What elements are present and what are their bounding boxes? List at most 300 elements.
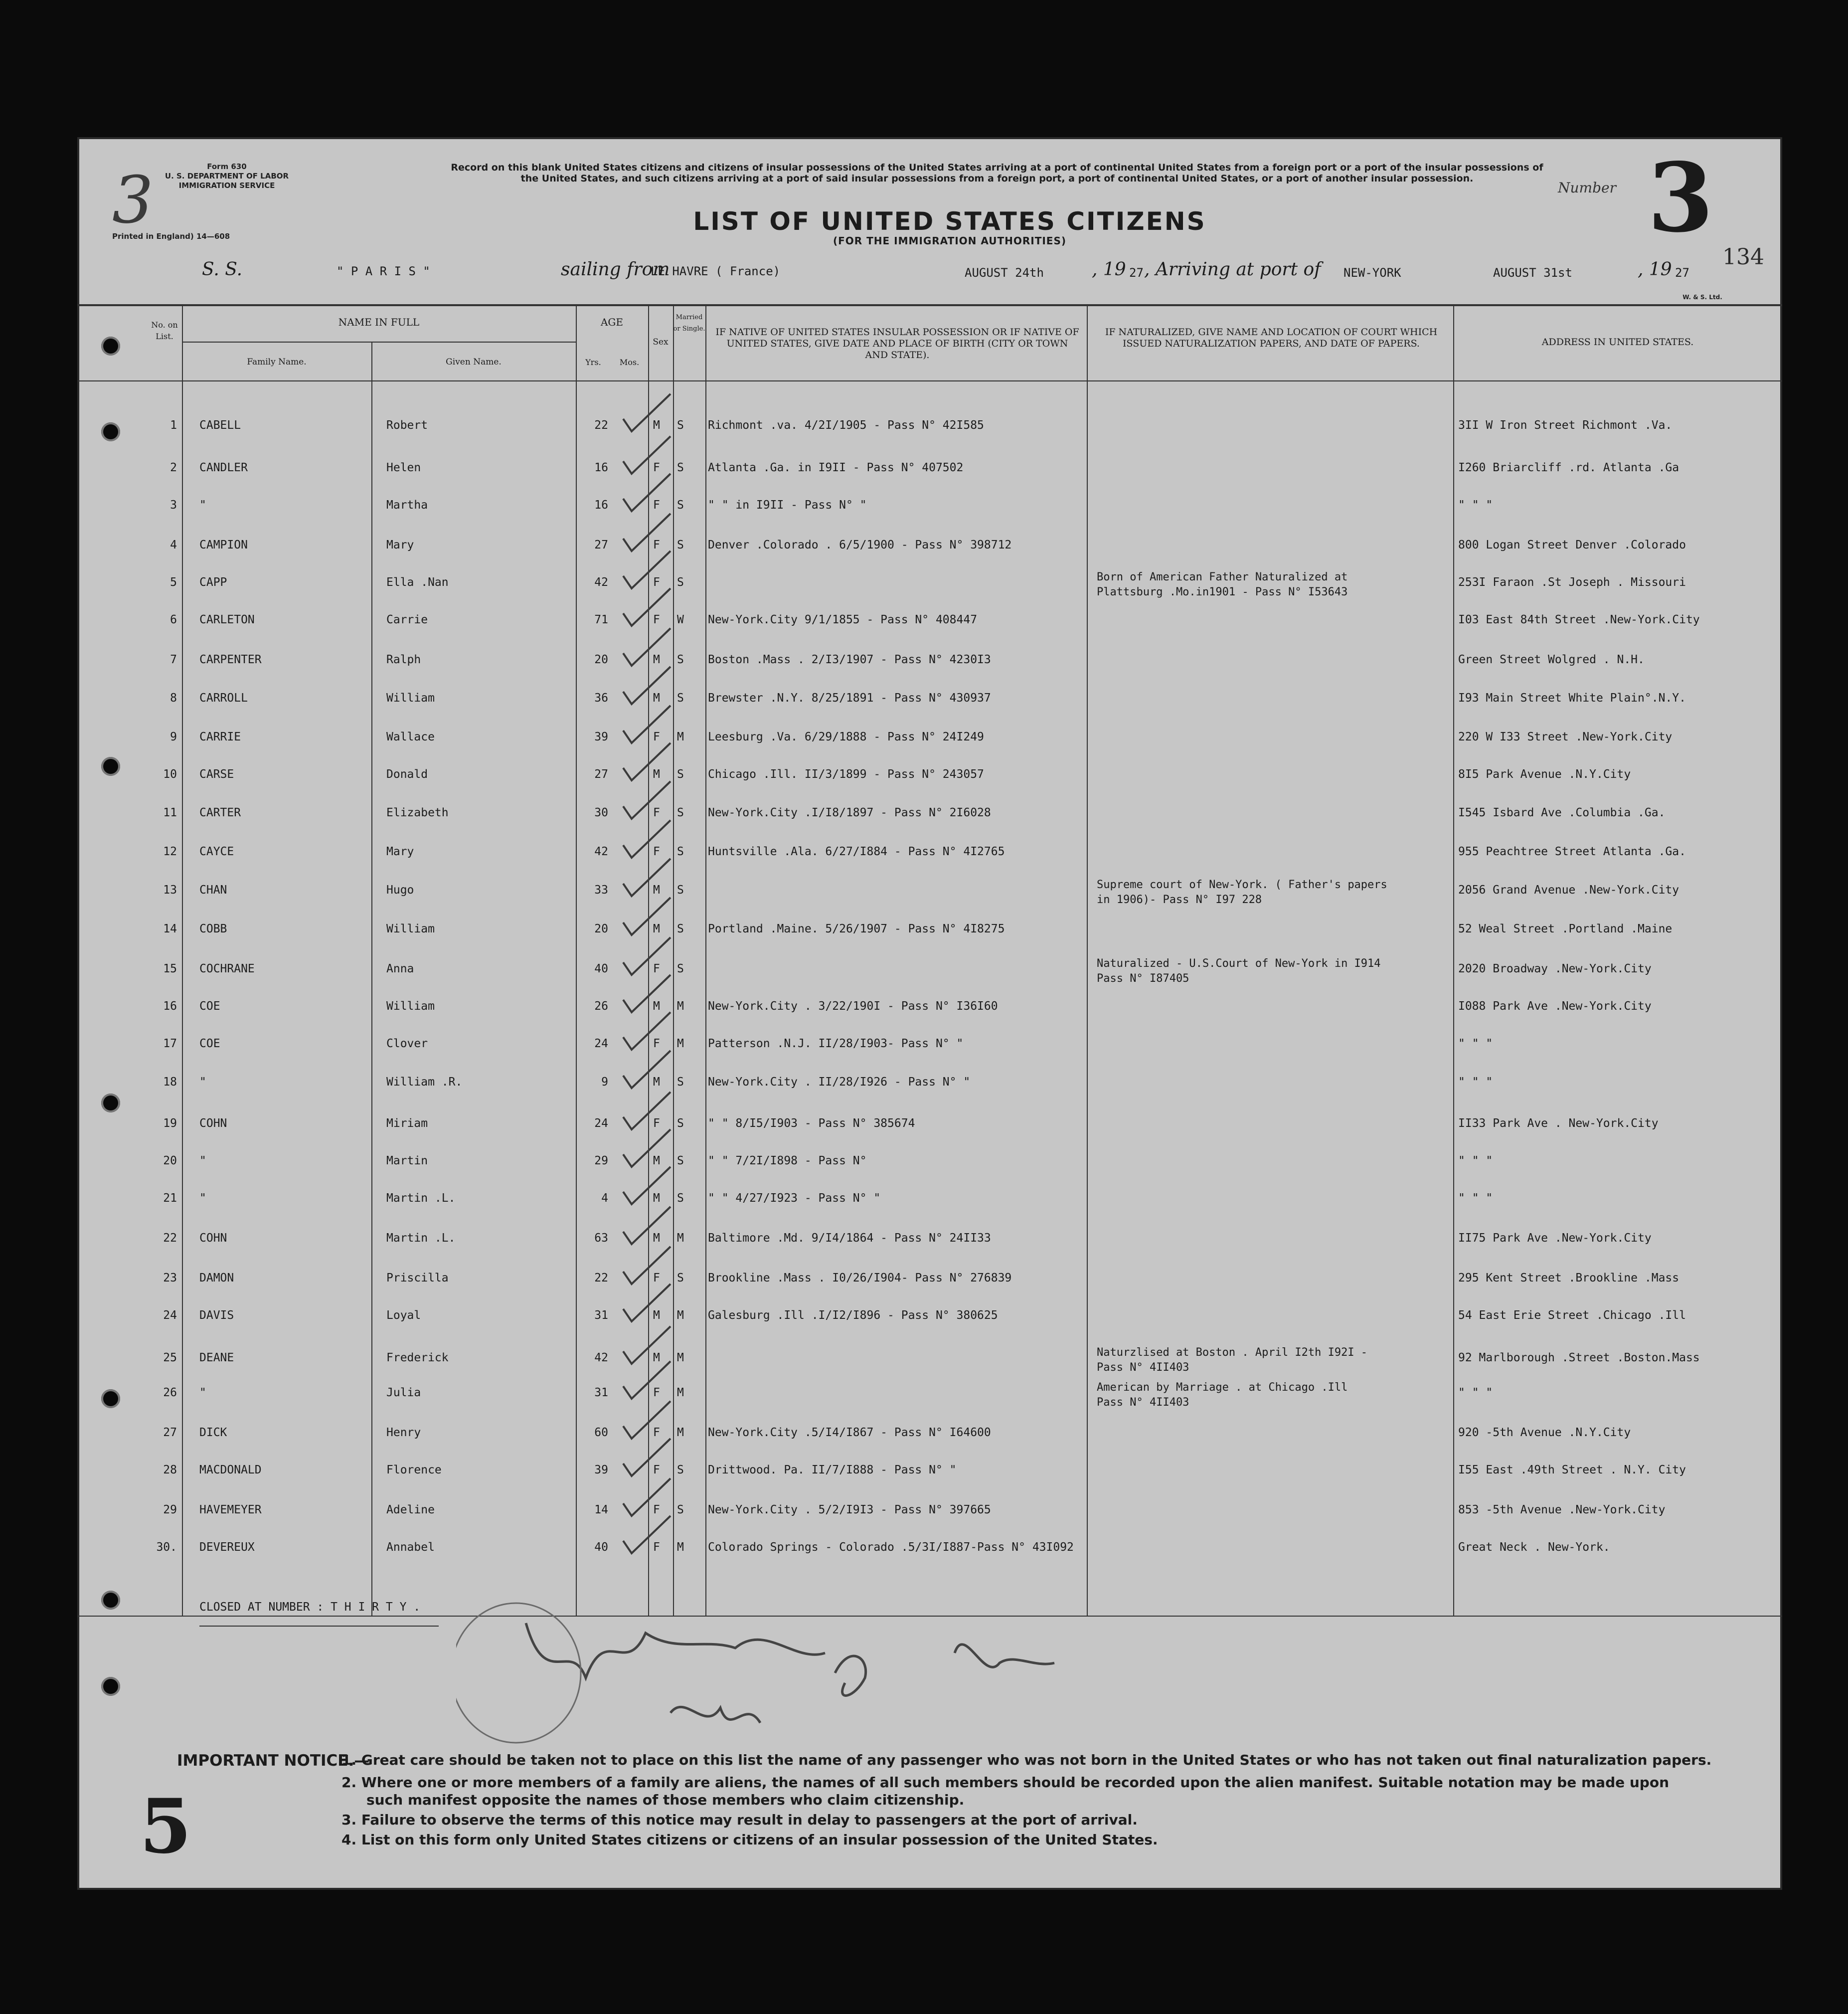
row-married-single: S [677, 692, 684, 705]
row-sex: M [653, 653, 660, 666]
row-number: 15 [163, 962, 177, 975]
row-sex: M [653, 1076, 660, 1089]
row-family-name: CAYCE [199, 845, 234, 858]
row-family-name: COHN [199, 1117, 227, 1130]
form-number: Form 630 [207, 162, 247, 171]
row-number: 20 [163, 1154, 177, 1167]
row-address: " " " [1458, 1192, 1493, 1205]
row-given-name: Martin [386, 1154, 428, 1167]
row-age: 42 [594, 845, 608, 858]
row-number: 14 [163, 922, 177, 935]
ship-name: " P A R I S " [336, 264, 430, 278]
row-family-name: CHAN [199, 884, 227, 897]
row-birth-info: New-York.City .5/I4/I867 - Pass N° I64600 [708, 1426, 991, 1439]
col-divider [576, 304, 577, 1616]
row-birth-info: New-York.City .I/I8/1897 - Pass N° 2I6028 [708, 806, 991, 819]
row-given-name: Annabel [386, 1541, 435, 1554]
row-birth-info: Patterson .N.J. II/28/I903- Pass N° " [708, 1037, 964, 1050]
row-age: 27 [594, 768, 608, 781]
bottom-stamp-mark: 5 [140, 1783, 192, 1870]
row-number: 10 [163, 768, 177, 781]
form-department: U. S. DEPARTMENT OF LABOR [165, 172, 289, 181]
row-given-name: Anna [386, 962, 414, 975]
form-printed: Printed in England) 14—608 [112, 232, 230, 241]
row-age: 22 [594, 1272, 608, 1284]
row-age: 24 [594, 1037, 608, 1050]
col-divider [371, 342, 372, 1616]
row-sex: M [653, 922, 660, 935]
punch-hole [101, 1591, 120, 1610]
row-sex: M [653, 692, 660, 705]
row-married-single: S [677, 962, 684, 975]
row-age: 20 [594, 653, 608, 666]
row-family-name: CARPENTER [199, 653, 262, 666]
row-sex: M [653, 419, 660, 432]
row-address: " " " [1458, 1386, 1493, 1399]
row-birth-info: Portland .Maine. 5/26/1907 - Pass N° 4I8275 [708, 922, 1005, 935]
row-age: 30 [594, 806, 608, 819]
col-divider [182, 304, 183, 1616]
row-check-mark [621, 471, 675, 516]
row-birth-info: " " 4/27/I923 - Pass N° " [708, 1192, 881, 1205]
row-age: 27 [594, 539, 608, 551]
row-check-mark [621, 1282, 675, 1326]
row-sex: F [653, 539, 660, 551]
row-age: 42 [594, 1351, 608, 1364]
row-sex: M [653, 1192, 660, 1205]
row-birth-info: Denver .Colorado . 6/5/1900 - Pass N° 398712 [708, 539, 1012, 551]
row-number: 16 [163, 1000, 177, 1013]
row-sex: F [653, 1386, 660, 1399]
row-number: 23 [163, 1272, 177, 1284]
row-sex: M [653, 1351, 660, 1364]
official-signature [456, 1593, 1254, 1758]
row-check-mark [621, 664, 675, 709]
row-address: 3II W Iron Street Richmont .Va. [1458, 419, 1673, 432]
row-family-name: CANDLER [199, 461, 248, 474]
row-married-single: S [677, 576, 684, 589]
row-sex: F [653, 845, 660, 858]
arriving-label: , Arriving at port of [1144, 259, 1321, 280]
row-family-name: CARRIE [199, 731, 241, 743]
row-given-name: Helen [386, 461, 421, 474]
row-age: 4 [601, 1192, 608, 1205]
header-mos: Mos. [619, 358, 640, 367]
row-married-single: M [677, 1541, 684, 1554]
number-label: Number [1558, 180, 1616, 196]
row-address: " " " [1458, 499, 1493, 512]
row-age: 33 [594, 884, 608, 897]
row-family-name: MACDONALD [199, 1464, 262, 1476]
row-family-name: " [199, 1386, 206, 1399]
row-number: 24 [163, 1309, 177, 1322]
row-number: 3 [170, 499, 177, 512]
row-given-name: Adeline [386, 1503, 435, 1516]
row-given-name: Wallace [386, 731, 435, 743]
row-given-name: Carrie [386, 613, 428, 626]
header-married: Married or Single. [673, 314, 705, 333]
row-check-mark [621, 856, 675, 901]
row-given-name: Robert [386, 419, 428, 432]
notice-item-2b: such manifest opposite the names of those members who claim citizenship. [366, 1792, 965, 1808]
page-number: 134 [1722, 244, 1764, 270]
row-birth-info: Drittwood. Pa. II/7/I888 - Pass N° " [708, 1464, 957, 1476]
row-address: II33 Park Ave . New-York.City [1458, 1117, 1659, 1130]
row-address: " " " [1458, 1037, 1493, 1050]
row-sex: F [653, 499, 660, 512]
row-sex: F [653, 461, 660, 474]
sail-year: 27 [1129, 266, 1144, 280]
col-divider [1087, 304, 1088, 1616]
row-birth-info: Boston .Mass . 2/I3/1907 - Pass N° 4230I3 [708, 653, 991, 666]
sailing-label: sailing from [561, 259, 670, 280]
row-address: I545 Isbard Ave .Columbia .Ga. [1458, 806, 1666, 819]
col-divider [705, 304, 706, 1616]
row-family-name: " [199, 1154, 206, 1167]
row-given-name: William [386, 692, 435, 705]
row-age: 16 [594, 499, 608, 512]
row-naturalization: Naturzlised at Boston . April I2th I92I - [1097, 1346, 1368, 1359]
row-check-mark [621, 391, 675, 436]
header-name-in-full: NAME IN FULL [338, 316, 420, 328]
row-number: 13 [163, 884, 177, 897]
header-address: ADDRESS IN UNITED STATES. [1541, 337, 1694, 348]
row-check-mark [621, 779, 675, 824]
row-given-name: Miriam [386, 1117, 428, 1130]
row-birth-info: Huntsville .Ala. 6/27/I884 - Pass N° 4I2765 [708, 845, 1005, 858]
row-married-single: S [677, 1503, 684, 1516]
arrival-year-prefix: , 19 [1638, 259, 1672, 280]
row-married-single: M [677, 1309, 684, 1322]
row-married-single: M [677, 1232, 684, 1245]
row-birth-info: Chicago .Ill. II/3/1899 - Pass N° 243057 [708, 768, 984, 781]
row-birth-info: Galesburg .Ill .I/I2/I896 - Pass N° 380625 [708, 1309, 998, 1322]
header-no: No. on List. [151, 320, 178, 341]
row-family-name: CABELL [199, 419, 241, 432]
row-address: 54 East Erie Street .Chicago .Ill [1458, 1309, 1686, 1322]
row-birth-info: " " 7/2I/I898 - Pass N° [708, 1154, 867, 1167]
row-married-single: S [677, 1192, 684, 1205]
notice-item-1: 1. Great care should be taken not to place on this list the name of any passenger who was not born in the United States or who has not taken out final naturalization papers. [341, 1752, 1712, 1768]
row-married-single: S [677, 1117, 684, 1130]
row-sex: F [653, 1541, 660, 1554]
row-family-name: CARLETON [199, 613, 255, 626]
punch-hole [101, 422, 120, 441]
row-number: 28 [163, 1464, 177, 1476]
name-subheader-rule [182, 342, 576, 343]
row-sex: M [653, 884, 660, 897]
row-sex: M [653, 1000, 660, 1013]
row-number: 4 [170, 539, 177, 551]
row-family-name: DAMON [199, 1272, 234, 1284]
row-given-name: Mary [386, 539, 414, 551]
from-port: LE HAVRE ( France) [651, 264, 781, 278]
row-age: 36 [594, 692, 608, 705]
row-age: 9 [601, 1076, 608, 1089]
row-birth-info: New-York.City . 3/22/190I - Pass N° I36I60 [708, 1000, 998, 1013]
row-address: 955 Peachtree Street Atlanta .Ga. [1458, 845, 1686, 858]
row-married-single: M [677, 1386, 684, 1399]
row-naturalization-papers: Pass N° 4II403 [1097, 1361, 1189, 1374]
row-birth-info: Colorado Springs - Colorado .5/3I/I887-Pass N° 43I092 [708, 1541, 1074, 1554]
row-age: 26 [594, 1000, 608, 1013]
row-address: 92 Marlborough .Street .Boston.Mass [1458, 1351, 1700, 1364]
row-family-name: COE [199, 1000, 220, 1013]
row-married-single: S [677, 1076, 684, 1089]
row-given-name: William [386, 922, 435, 935]
page-subtitle: (FOR THE IMMIGRATION AUTHORITIES) [833, 235, 1066, 247]
header-naturalized: IF NATURALIZED, GIVE NAME AND LOCATION OF COURT WHICH ISSUED NATURALIZATION PAPERS, AND DATE OF PAPERS. [1105, 327, 1438, 349]
row-address: 2056 Grand Avenue .New-York.City [1458, 884, 1680, 897]
row-married-single: S [677, 419, 684, 432]
printer-mark: W. & S. Ltd. [1682, 294, 1722, 301]
row-address: I55 East .49th Street . N.Y. City [1458, 1464, 1686, 1476]
row-age: 42 [594, 576, 608, 589]
row-sex: F [653, 1426, 660, 1439]
row-address: 920 -5th Avenue .N.Y.City [1458, 1426, 1631, 1439]
row-married-single: S [677, 1272, 684, 1284]
row-age: 24 [594, 1117, 608, 1130]
header-age: AGE [600, 316, 624, 328]
row-given-name: Mary [386, 845, 414, 858]
row-birth-info: Baltimore .Md. 9/I4/1864 - Pass N° 24II33 [708, 1232, 991, 1245]
row-married-single: S [677, 653, 684, 666]
row-naturalization-papers: in 1906)- Pass N° I97 228 [1097, 894, 1262, 906]
row-sex: F [653, 1117, 660, 1130]
row-family-name: CARTER [199, 806, 241, 819]
row-number: 27 [163, 1426, 177, 1439]
arrival-date: AUGUST 31st [1493, 266, 1572, 280]
row-number: 7 [170, 653, 177, 666]
row-given-name: Clover [386, 1037, 428, 1050]
row-family-name: COE [199, 1037, 220, 1050]
punch-hole [101, 1094, 120, 1112]
row-birth-info: Brewster .N.Y. 8/25/1891 - Pass N° 430937 [708, 692, 991, 705]
row-married-single: W [677, 613, 684, 626]
row-age: 29 [594, 1154, 608, 1167]
row-sex: F [653, 962, 660, 975]
row-number: 18 [163, 1076, 177, 1089]
row-number: 12 [163, 845, 177, 858]
table-header-rule [77, 380, 1782, 381]
row-check-mark [621, 1436, 675, 1481]
row-naturalization: Born of American Father Naturalized at [1097, 571, 1348, 583]
notice-heading: IMPORTANT NOTICE.— [177, 1752, 370, 1770]
row-married-single: S [677, 884, 684, 897]
row-age: 40 [594, 962, 608, 975]
row-birth-info: Richmont .va. 4/2I/1905 - Pass N° 42I585 [708, 419, 984, 432]
notice-item-3: 3. Failure to observe the terms of this notice may result in delay to passengers at the port of arrival. [341, 1812, 1138, 1828]
row-married-single: S [677, 922, 684, 935]
row-family-name: COHN [199, 1232, 227, 1245]
row-address: I260 Briarcliff .rd. Atlanta .Ga [1458, 461, 1680, 474]
row-given-name: Florence [386, 1464, 442, 1476]
row-birth-info: New-York.City . 5/2/I9I3 - Pass N° 397665 [708, 1503, 991, 1516]
row-address: " " " [1458, 1076, 1493, 1089]
arrival-year: 27 [1675, 266, 1689, 280]
row-sex: M [653, 1232, 660, 1245]
row-address: 295 Kent Street .Brookline .Mass [1458, 1272, 1680, 1284]
row-family-name: CAPP [199, 576, 227, 589]
row-naturalization: Naturalized - U.S.Court of New-York in I914 [1097, 957, 1381, 970]
row-address: 253I Faraon .St Joseph . Missouri [1458, 576, 1686, 589]
row-number: 11 [163, 806, 177, 819]
row-sex: F [653, 1503, 660, 1516]
row-address: II75 Park Ave .New-York.City [1458, 1232, 1652, 1245]
row-married-single: S [677, 499, 684, 512]
row-sex: M [653, 768, 660, 781]
row-age: 63 [594, 1232, 608, 1245]
row-birth-info: Leesburg .Va. 6/29/1888 - Pass N° 24I249 [708, 731, 984, 743]
row-age: 14 [594, 1503, 608, 1516]
row-married-single: S [677, 461, 684, 474]
col-divider [1453, 304, 1454, 1616]
header-given: Given Name. [446, 357, 502, 367]
row-naturalization: Supreme court of New-York. ( Father's papers [1097, 879, 1387, 891]
closed-underline [199, 1626, 439, 1627]
row-sex: F [653, 1272, 660, 1284]
punch-hole [101, 757, 120, 776]
row-married-single: S [677, 768, 684, 781]
row-address: 2020 Broadway .New-York.City [1458, 962, 1652, 975]
row-naturalization: American by Marriage . at Chicago .Ill [1097, 1381, 1348, 1394]
row-age: 71 [594, 613, 608, 626]
row-given-name: Julia [386, 1386, 421, 1399]
record-instructions: Record on this blank United States citizens and citizens of insular possessions of the United States arriving at a port of continental United States from a foreign port or a port of the insular possessions of the United States, and such citizens arriving at a port of said insular possessions from a foreign port, a port of continental United States, or a port of another insular possession. [451, 162, 1543, 184]
manifest-sheet [77, 137, 1782, 1890]
row-family-name: DEVEREUX [199, 1541, 255, 1554]
row-naturalization-papers: Pass N° 4II403 [1097, 1396, 1189, 1409]
row-given-name: Priscilla [386, 1272, 449, 1284]
punch-hole [101, 1389, 120, 1408]
row-family-name: " [199, 1076, 206, 1089]
row-family-name: CARSE [199, 768, 234, 781]
row-check-mark [621, 1048, 675, 1093]
sail-year-prefix: , 19 [1092, 259, 1126, 280]
row-married-single: M [677, 1351, 684, 1364]
form-service: IMMIGRATION SERVICE [178, 181, 275, 190]
row-family-name: CARROLL [199, 692, 248, 705]
row-check-mark [621, 1513, 675, 1558]
row-address: 220 W I33 Street .New-York.City [1458, 731, 1673, 743]
row-number: 5 [170, 576, 177, 589]
row-sex: F [653, 1037, 660, 1050]
row-birth-info: " " 8/I5/I903 - Pass N° 385674 [708, 1117, 915, 1130]
row-given-name: Henry [386, 1426, 421, 1439]
arrival-port: NEW-YORK [1344, 266, 1401, 280]
row-birth-info: Brookline .Mass . I0/26/I904- Pass N° 276839 [708, 1272, 1012, 1284]
row-given-name: Martin .L. [386, 1232, 456, 1245]
row-address: I03 East 84th Street .New-York.City [1458, 613, 1700, 626]
row-married-single: S [677, 806, 684, 819]
row-number: 2 [170, 461, 177, 474]
row-birth-info: Atlanta .Ga. in I9II - Pass N° 407502 [708, 461, 964, 474]
form-block [152, 162, 302, 190]
corner-handwritten-mark: 3 [112, 162, 154, 238]
row-address: I088 Park Ave .New-York.City [1458, 1000, 1652, 1013]
row-sex: F [653, 806, 660, 819]
row-age: 16 [594, 461, 608, 474]
row-address: " " " [1458, 1154, 1493, 1167]
closed-at-number: CLOSED AT NUMBER : T H I R T Y . [199, 1601, 421, 1614]
row-number: 19 [163, 1117, 177, 1130]
number-value: 3 [1648, 142, 1714, 253]
row-age: 40 [594, 1541, 608, 1554]
row-sex: F [653, 576, 660, 589]
row-address: 8I5 Park Avenue .N.Y.City [1458, 768, 1631, 781]
row-number: 17 [163, 1037, 177, 1050]
row-family-name: CAMPION [199, 539, 248, 551]
header-sex: Sex [653, 337, 669, 347]
row-check-mark [621, 1204, 675, 1249]
row-age: 60 [594, 1426, 608, 1439]
table-top-rule [77, 304, 1782, 306]
row-number: 9 [170, 731, 177, 743]
row-naturalization-papers: Pass N° I87405 [1097, 972, 1189, 985]
row-birth-info: " " in I9II - Pass N° " [708, 499, 867, 512]
row-sex: M [653, 1154, 660, 1167]
row-given-name: Ralph [386, 653, 421, 666]
row-family-name: " [199, 1192, 206, 1205]
row-number: 6 [170, 613, 177, 626]
row-family-name: DICK [199, 1426, 227, 1439]
row-number: 22 [163, 1232, 177, 1245]
row-age: 31 [594, 1309, 608, 1322]
row-sex: F [653, 731, 660, 743]
row-age: 39 [594, 731, 608, 743]
row-address: 853 -5th Avenue .New-York.City [1458, 1503, 1666, 1516]
row-check-mark [621, 1359, 675, 1404]
row-address: 800 Logan Street Denver .Colorado [1458, 539, 1686, 551]
row-check-mark [621, 586, 675, 631]
row-age: 39 [594, 1464, 608, 1476]
sail-date: AUGUST 24th [965, 266, 1044, 280]
page-title: LIST OF UNITED STATES CITIZENS [693, 207, 1206, 236]
row-address: Great Neck . New-York. [1458, 1541, 1610, 1554]
row-address: 52 Weal Street .Portland .Maine [1458, 922, 1673, 935]
row-naturalization-papers: Plattsburg .Mo.in1901 - Pass N° I53643 [1097, 586, 1348, 598]
row-sex: F [653, 1464, 660, 1476]
row-married-single: S [677, 539, 684, 551]
row-number: 26 [163, 1386, 177, 1399]
header-birth: IF NATIVE OF UNITED STATES INSULAR POSSESSION OR IF NATIVE OF UNITED STATES, GIVE DATE AND PLACE OF BIRTH (CITY OR TOWN AND STATE). [715, 327, 1079, 361]
row-married-single: S [677, 845, 684, 858]
row-given-name: William [386, 1000, 435, 1013]
notice-item-4: 4. List on this form only United States citizens or citizens of an insular possession of the United States. [341, 1831, 1158, 1848]
ss-label: S. S. [202, 259, 243, 280]
row-married-single: M [677, 731, 684, 743]
row-birth-info: New-York.City 9/1/1855 - Pass N° 408447 [708, 613, 978, 626]
row-given-name: Donald [386, 768, 428, 781]
row-birth-info: New-York.City . II/28/I926 - Pass N° " [708, 1076, 971, 1089]
row-given-name: Martha [386, 499, 428, 512]
row-given-name: Ella .Nan [386, 576, 449, 589]
row-given-name: Martin .L. [386, 1192, 456, 1205]
header-yrs: Yrs. [585, 358, 601, 367]
row-given-name: Hugo [386, 884, 414, 897]
header-family: Family Name. [247, 357, 307, 367]
row-family-name: DEANE [199, 1351, 234, 1364]
row-number: 30. [156, 1541, 177, 1554]
row-family-name: " [199, 499, 206, 512]
row-given-name: William .R. [386, 1076, 463, 1089]
notice-item-2: 2. Where one or more members of a family are aliens, the names of all such members should be recorded upon the alien manifest. Suitable notation may be made upon [341, 1774, 1670, 1791]
row-given-name: Elizabeth [386, 806, 449, 819]
row-family-name: COCHRANE [199, 962, 255, 975]
row-given-name: Loyal [386, 1309, 421, 1322]
row-number: 1 [170, 419, 177, 432]
row-family-name: DAVIS [199, 1309, 234, 1322]
